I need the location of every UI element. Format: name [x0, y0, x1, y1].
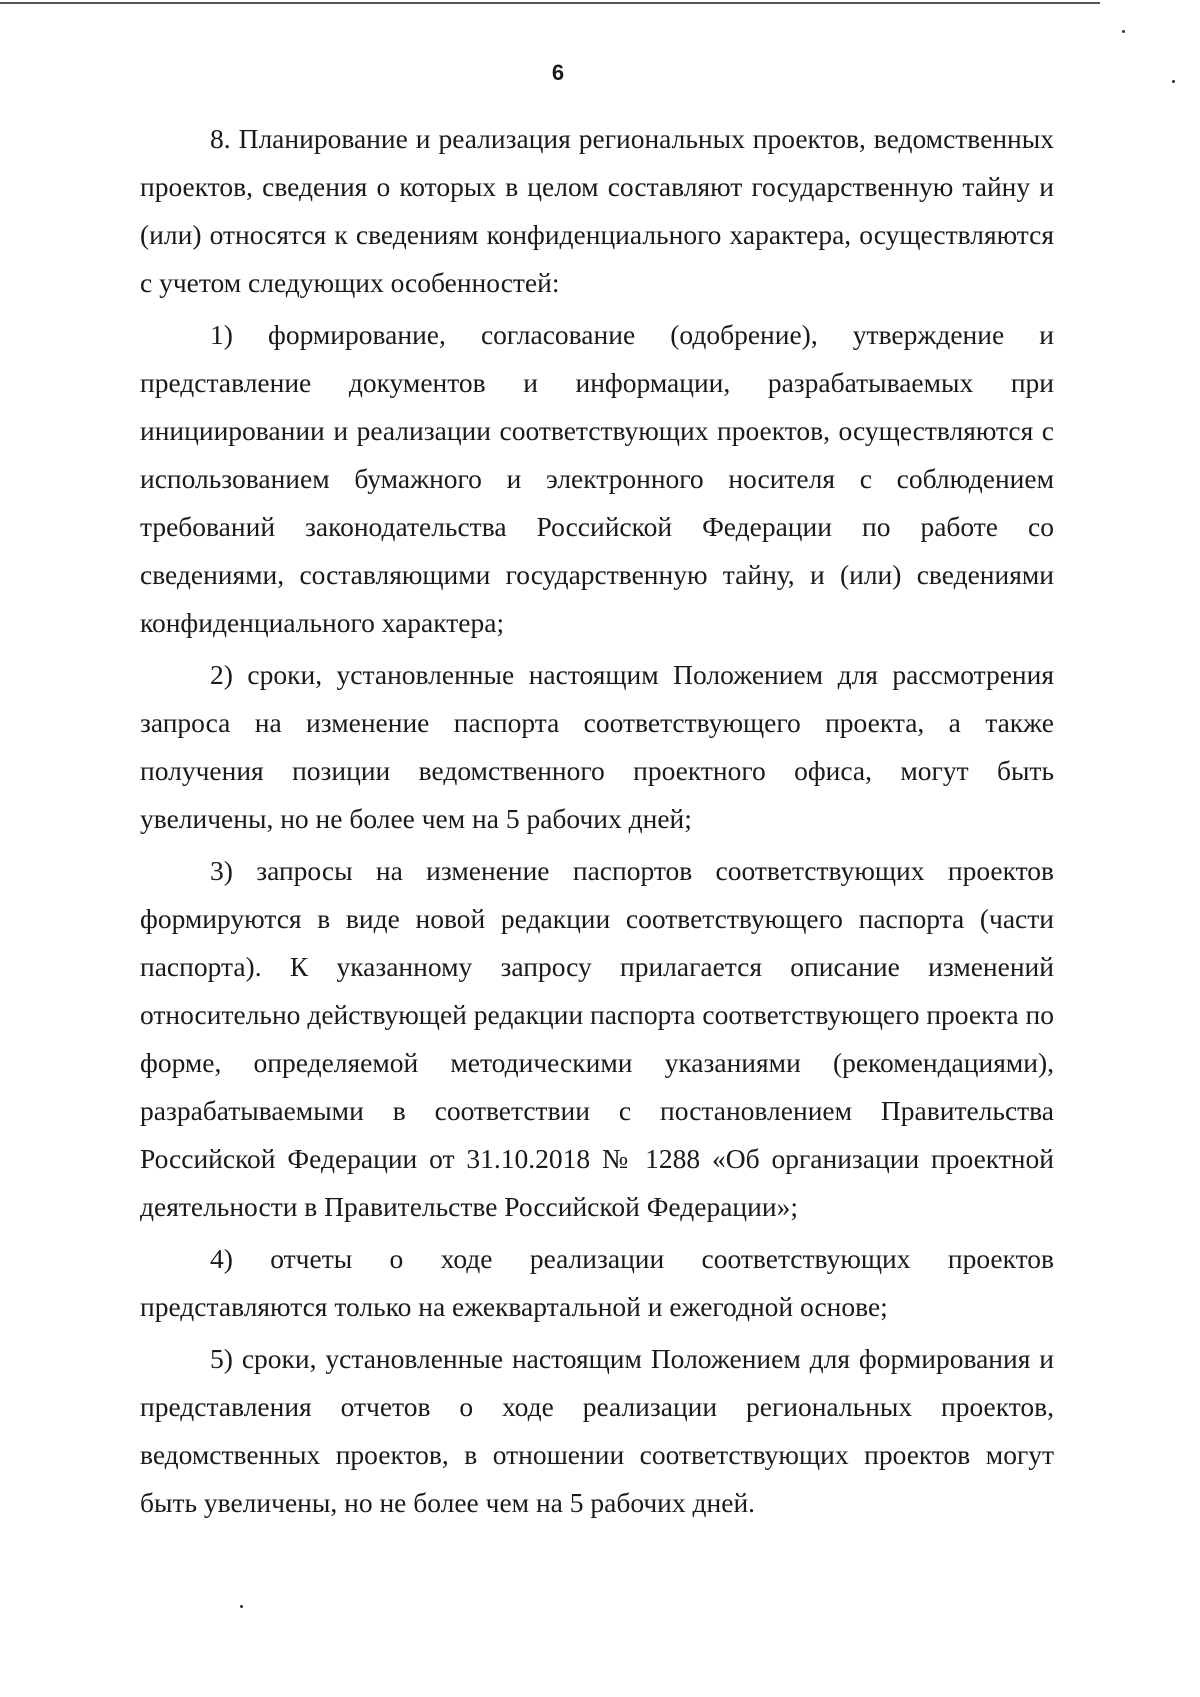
paragraph-item-5: 5) сроки, установленные настоящим Положением для формирования и представления отчетов о ходе реализации региональных проектов, ведомственных проектов, в отношении соответствующих проектов могут быть увеличены, но не более чем на 5 рабочих дней.: [140, 1343, 1054, 1518]
scan-speck: [1122, 30, 1125, 33]
paragraph-item-1: 1) формирование, согласование (одобрение), утверждение и представление документов и информации, разрабатываемых при инициировании и реализации соответствующих проектов, осуществляются с использованием бумажного и электронного носителя с соблюдением требований законодательства Российской Федерации по работе со сведениями, составляющими государственную тайну, и (или) сведениями конфиденциального характера;: [140, 319, 1054, 638]
paragraph-item-3: 3) запросы на изменение паспортов соответствующих проектов формируются в виде новой редакции соответствующего паспорта (части паспорта). К указанному запросу прилагается описание изменений относительно действующей редакции паспорта соответствующего проекта по форме, определяемой методическими указаниями (рекомендациями), разрабатываемыми в соответствии с постановлением Правительства Российской Федерации от 31.10.2018 № 1288 «Об организации проектной деятельности в Правительстве Российской Федерации»;: [140, 855, 1054, 1222]
paragraph-8: 8. Планирование и реализация региональных проектов, ведомственных проектов, сведения о которых в целом составляют государственную тайну и (или) относятся к сведениям конфиденциального характера, осуществляются с учетом следующих особенностей:: [140, 123, 1054, 298]
document-body: [140, 115, 1054, 1531]
paragraph-item-2: 2) сроки, установленные настоящим Положением для рассмотрения запроса на изменение паспорта соответствующего проекта, а также получения позиции ведомственного проектного офиса, могут быть увеличены, но не более чем на 5 рабочих дней;: [140, 659, 1054, 834]
scan-speck: [240, 1605, 243, 1608]
scan-top-edge: [0, 2, 1100, 4]
paragraph-item-4: 4) отчеты о ходе реализации соответствующих проектов представляются только на ежеквартальной и ежегодной основе;: [140, 1243, 1054, 1322]
page-number: 6: [551, 60, 565, 85]
scan-speck: [1172, 80, 1175, 83]
